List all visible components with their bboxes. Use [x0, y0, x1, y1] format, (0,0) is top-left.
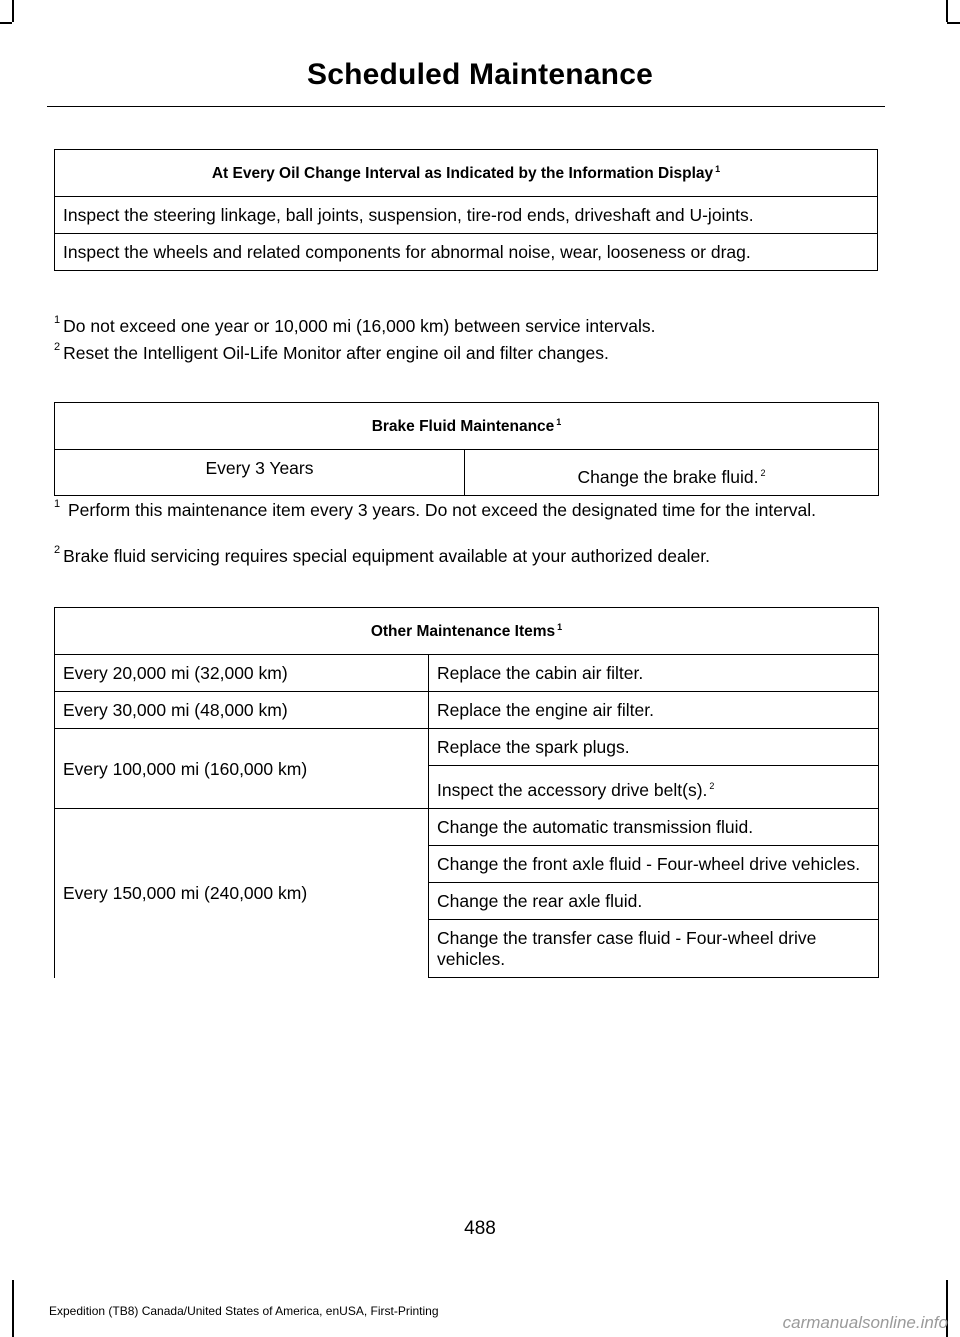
other-maintenance-table — [54, 607, 879, 978]
brake-fluid-table-header: Brake Fluid Maintenance $^1$ — [55, 403, 879, 450]
title-divider — [47, 106, 885, 107]
table-row — [55, 450, 879, 496]
footer-text: Expedition (TB8) Canada/United States of America, enUSA, First-Printing — [49, 1304, 439, 1318]
footnote: $^2$ Brake fluid servicing requires special equipment available at your authorized dealer. — [54, 544, 711, 566]
oil-change-table-header: At Every Oil Change Interval as Indicated by the Information Display $^1$ — [55, 150, 878, 197]
table-row: Inspect the accessory drive belt(s). $^2$ — [55, 766, 879, 809]
table-row: Every 100,000 mi (160,000 km) Replace the spark plugs. — [55, 729, 879, 766]
page-title: Scheduled Maintenance — [307, 58, 653, 91]
crop-mark — [12, 1280, 14, 1337]
footnote: $^2$ Reset the Intelligent Oil-Life Monitor after engine oil and filter changes. — [54, 341, 609, 363]
crop-mark — [946, 0, 948, 22]
watermark: carmanualsonline.info — [782, 1313, 948, 1332]
oil-change-table — [54, 149, 878, 271]
brake-interval-cell: Every 3 Years — [55, 450, 465, 496]
footnote: $^1$ Perform this maintenance item every 3 years. Do not exceed the designated time for the interval. — [54, 498, 817, 520]
table-row: Every 150,000 mi (240,000 km) Change the automatic transmission fluid. — [55, 809, 879, 846]
table-row: Every 30,000 mi (48,000 km) Replace the engine air filter. — [55, 692, 879, 729]
brake-action-cell: Change the brake fluid. $^2$ — [465, 450, 879, 496]
crop-mark — [947, 22, 960, 24]
brake-fluid-table — [54, 402, 879, 496]
table-row: Change the front axle fluid - Four-wheel drive vehicles. — [55, 846, 879, 883]
crop-mark — [0, 22, 12, 24]
table-row: Inspect the wheels and related components for abnormal noise, wear, looseness or drag. — [55, 234, 878, 271]
footnote: $^1$ Do not exceed one year or 10,000 mi (16,000 km) between service intervals. — [54, 314, 656, 336]
table-row: Change the rear axle fluid. — [55, 883, 879, 920]
other-maintenance-table-header: Other Maintenance Items $^1$ — [55, 608, 879, 655]
table-row: Change the transfer case fluid - Four-wheel drive vehicles. — [55, 920, 879, 978]
table-row: Inspect the steering linkage, ball joints, suspension, tire-rod ends, driveshaft and U-joints. — [55, 197, 878, 234]
table-row: Every 20,000 mi (32,000 km) Replace the cabin air filter. — [55, 655, 879, 692]
page-number: 488 — [464, 1218, 496, 1239]
crop-mark — [12, 0, 14, 22]
